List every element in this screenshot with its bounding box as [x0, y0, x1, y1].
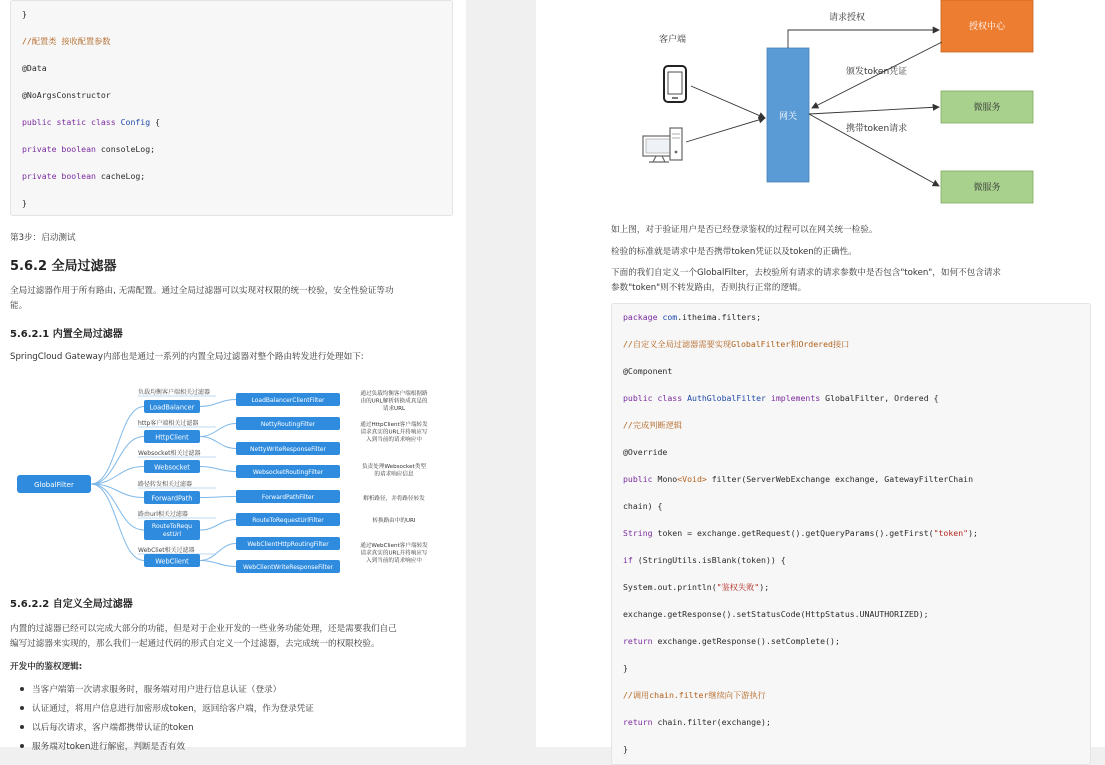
code-line — [22, 144, 155, 154]
code-token: .itheima.filters; — [677, 312, 762, 322]
mindmap-desc-text: 请求真实的URL并将响应写 — [360, 429, 428, 436]
code-token: public — [623, 474, 658, 484]
mindmap-desc-text: 负责处理Websocket类型 — [362, 464, 426, 470]
code-line — [22, 171, 145, 181]
carry-token-label: 携带token请求 — [846, 124, 908, 134]
bullet-item — [20, 683, 281, 695]
mindmap-filter-text: RouteToRequestUrlFilter — [252, 517, 324, 524]
para-gateway-check: 如上图，对于验证用户是否已经登录鉴权的过程可以在网关统一检验。 — [611, 225, 878, 235]
mindmap-desc-text: 入到当前的请求响应中 — [366, 558, 422, 564]
code-token: @Override — [623, 447, 668, 457]
code-token: public class — [623, 393, 688, 403]
mindmap-filter-text: WebsocketRoutingFilter — [252, 469, 324, 476]
code-token: chain.filter(exchange); — [657, 717, 771, 727]
code-line — [22, 9, 27, 19]
auth-logic-title: 开发中的鉴权逻辑: — [10, 662, 83, 672]
code-token: } — [22, 9, 27, 19]
mindmap-connector — [91, 484, 144, 561]
mindmap-group-label: http客户端相关过滤器 — [138, 420, 199, 427]
issue-token-label: 颁发token凭证 — [846, 67, 908, 77]
code-token: cacheLog; — [100, 171, 146, 181]
mindmap-group-label: WebCliet相关过滤器 — [138, 547, 195, 554]
mindmap-desc-text: 由的URL解析转换成真是的 — [360, 398, 428, 405]
mindmap-category-text: RouteToRequ — [151, 523, 193, 530]
code-token: return — [623, 636, 658, 646]
code-line — [623, 393, 939, 403]
code-token: consoleLog; — [100, 144, 156, 154]
arrow-gateway-to-service1 — [809, 107, 939, 114]
heading-builtin-filter: 5.6.2.1 内置全局过滤器 — [10, 329, 123, 340]
mindmap-desc-text: 通过HttpClient客户端转发 — [360, 422, 428, 428]
code-token: @Component — [623, 366, 673, 376]
mindmap-desc-text: 解析路径，并将路径转发 — [363, 496, 425, 502]
code-token: @Data — [22, 63, 47, 73]
phone-icon — [664, 66, 686, 102]
bullet-item — [20, 740, 185, 752]
code-line — [623, 663, 628, 673]
right-page — [536, 0, 1105, 754]
mindmap-filter-text: NettyRoutingFilter — [260, 421, 316, 428]
bullet-text: 服务端对token进行解密，判断是否有效 — [32, 742, 185, 752]
request-auth-label: 请求授权 — [829, 13, 866, 23]
code-line — [22, 90, 111, 100]
bullet-text: 当客户端第一次请求服务时，服务端对用户进行信息认证（登录） — [32, 685, 282, 695]
code-line — [623, 501, 662, 511]
code-line — [623, 366, 672, 376]
code-token: "鉴权失败" — [716, 582, 760, 592]
code-line — [623, 582, 769, 593]
gateway-auth-diagram — [536, 0, 1105, 210]
code-token: if — [623, 555, 638, 565]
mindmap-group-label: 负载均衡客户端相关过滤器 — [138, 389, 211, 396]
code-token: exchange.getResponse().setComplete(); — [657, 636, 840, 646]
mindmap-category-text: HttpClient — [155, 433, 189, 442]
code-token: System.out.println( — [623, 582, 717, 592]
code-token: AuthGlobalFilter — [687, 393, 771, 403]
gateway-label: 网关 — [778, 112, 798, 122]
mindmap-connector — [91, 437, 144, 485]
config-code-block — [10, 0, 453, 216]
para-custom-filter-line1: 下面的我们自定义一个GlobalFilter，去校验所有请求的请求参数中是否包含"token"，如何不包含请求 — [611, 268, 1002, 278]
global-filter-mindmap — [0, 380, 466, 580]
mindmap-connector — [91, 407, 144, 485]
global-desc-line2: 能。 — [10, 301, 28, 311]
mindmap-connector — [200, 561, 236, 567]
code-line — [22, 117, 160, 127]
client-label: 客户端 — [659, 35, 687, 45]
code-token: (StringUtils.isBlank(token)) { — [637, 555, 786, 565]
code-token: <Void> — [677, 474, 707, 484]
code-line — [623, 636, 840, 646]
code-token: implements — [770, 393, 826, 403]
mindmap-connector — [200, 520, 236, 531]
mindmap-desc-text: 请求真实的URL并将响应写 — [360, 550, 428, 557]
code-line — [623, 312, 761, 322]
code-token: private boolean — [22, 171, 101, 181]
code-token: filter(ServerWebExchange exchange, GatewayFilterChain — [706, 474, 973, 484]
desktop-icon — [643, 128, 682, 162]
code-token: @NoArgsConstructor — [22, 90, 111, 100]
mindmap-filter-text: WebClientHttpRoutingFilter — [247, 541, 329, 548]
custom-desc-line2: 编写过滤器来实现的，那么我们一起通过代码的形式自定义一个过滤器，去完成统一的权限校验。 — [10, 639, 380, 649]
step3-text: 第3步：启动测试 — [10, 233, 76, 243]
mindmap-filter-text: NettyWriteResponseFilter — [250, 446, 326, 453]
mindmap-connector — [200, 437, 236, 449]
code-token: //自定义全局过滤器需要实现GlobalFilter和Ordered接口 — [623, 339, 850, 349]
bullet-text: 以后每次请求，客户端都携带认证的token — [32, 723, 194, 733]
mindmap-desc-text: 请求URL — [382, 406, 406, 412]
mindmap-filter-text: ForwardPathFilter — [261, 494, 315, 501]
para-custom-filter-line2: 参数"token"则不转发路由，否则执行正常的逻辑。 — [611, 283, 807, 293]
mindmap-connector — [200, 467, 236, 472]
mindmap-category-text: ForwardPath — [151, 494, 193, 503]
code-line — [22, 63, 47, 73]
code-token: package — [623, 312, 663, 322]
mindmap-desc-text: 的请求响应信息 — [374, 471, 414, 478]
microservice-label-2: 微服务 — [973, 183, 1001, 193]
left-page — [0, 0, 466, 752]
code-token: } — [22, 198, 27, 208]
code-token: //配置类 接收配置参数 — [22, 36, 111, 46]
auth-center-label: 授权中心 — [968, 22, 1006, 32]
code-line — [623, 690, 766, 701]
mindmap-desc-text: 通过负载均衡客户端根据路 — [360, 391, 428, 397]
bullet-item — [20, 721, 194, 733]
code-token: //完成判断逻辑 — [623, 420, 682, 430]
mindmap-category-text: WebClient — [155, 557, 189, 566]
heading-global-filter: 5.6.2 全局过滤器 — [10, 259, 117, 274]
mindmap-category-text: Websocket — [154, 463, 190, 472]
mindmap-connector — [200, 400, 236, 407]
mindmap-filter-text: LoadBalancerClientFilter — [251, 397, 325, 404]
code-token: ); — [759, 582, 770, 592]
code-token: Mono — [657, 474, 678, 484]
mindmap-desc-text: 通过WebClient客户端转发 — [360, 543, 428, 549]
code-token: private boolean — [22, 144, 101, 154]
code-token: } — [623, 663, 628, 673]
code-token: exchange.getResponse().setStatusCode(HttpStatus.UNAUTHORIZED); — [623, 609, 929, 619]
code-token: return — [623, 717, 658, 727]
code-line — [623, 528, 978, 538]
mindmap-desc-text: 转换路由中的URI — [372, 518, 416, 524]
code-line — [623, 555, 786, 565]
arrow-desktop-to-gateway — [686, 118, 765, 142]
code-token: String — [623, 528, 658, 538]
mindmap-group-label: 路由url相关过滤器 — [138, 511, 188, 518]
code-token: public static class — [22, 117, 121, 127]
custom-desc-line1: 内置的过滤器已经可以完成大部分的功能，但是对于企业开发的一些业务功能处理，还是需要我们自己 — [10, 624, 397, 634]
microservice-label-1: 微服务 — [973, 103, 1001, 113]
code-token: { — [150, 117, 161, 127]
mindmap-desc-text: 入到当前的请求响应中 — [366, 437, 422, 443]
code-token: com — [662, 312, 678, 322]
code-token: ); — [968, 528, 978, 538]
mindmap-connector — [200, 497, 236, 498]
code-line — [623, 609, 929, 619]
code-line — [22, 36, 110, 47]
code-line — [623, 447, 667, 457]
code-token: "token" — [933, 528, 969, 538]
para-check-standard: 检验的标准就是请求中是否携带token凭证以及token的正确性。 — [611, 247, 857, 257]
heading-custom-filter: 5.6.2.2 自定义全局过滤器 — [10, 599, 133, 610]
mindmap-connector — [200, 424, 236, 437]
code-token: Config — [120, 117, 151, 127]
auth-filter-code-block — [611, 303, 1091, 765]
mindmap-group-label: Websocket相关过滤器 — [138, 450, 201, 457]
global-desc-line1: 全局过滤器作用于所有路由, 无需配置。通过全局过滤器可以实现对权限的统一校验，安全性验证等功 — [10, 286, 394, 296]
code-token: GlobalFilter, Ordered { — [825, 393, 939, 403]
mindmap-category-text: estUrl — [162, 531, 182, 538]
code-line — [623, 339, 849, 350]
mindmap-filter-text: WebClientWriteResponseFilter — [243, 564, 333, 571]
code-token: token = exchange.getRequest().getQueryParams().getFirst( — [657, 528, 934, 538]
code-line — [623, 420, 682, 431]
code-line — [623, 717, 771, 727]
code-line — [22, 198, 27, 208]
code-line — [623, 744, 628, 754]
mindmap-root-text: GlobalFilter — [34, 481, 74, 489]
arrow-request-auth — [788, 30, 939, 48]
mindmap-category-text: LoadBalancer — [149, 403, 195, 412]
mindmap-group-label: 路径转发相关过滤器 — [138, 481, 193, 488]
bullet-text: 认证通过，将用户信息进行加密形成token，返回给客户端，作为登录凭证 — [32, 704, 314, 714]
bullet-item — [20, 702, 314, 714]
arrow-phone-to-gateway — [691, 86, 765, 118]
code-token: //调用chain.filter继续向下游执行 — [623, 690, 766, 700]
code-token: chain) { — [623, 501, 663, 511]
builtin-desc: SpringCloud Gateway内部也是通过一系列的内置全局过滤器对整个路由转发进行处理如下: — [10, 352, 364, 362]
code-line — [623, 474, 973, 484]
code-token: } — [623, 744, 628, 754]
mindmap-connector — [200, 544, 236, 561]
